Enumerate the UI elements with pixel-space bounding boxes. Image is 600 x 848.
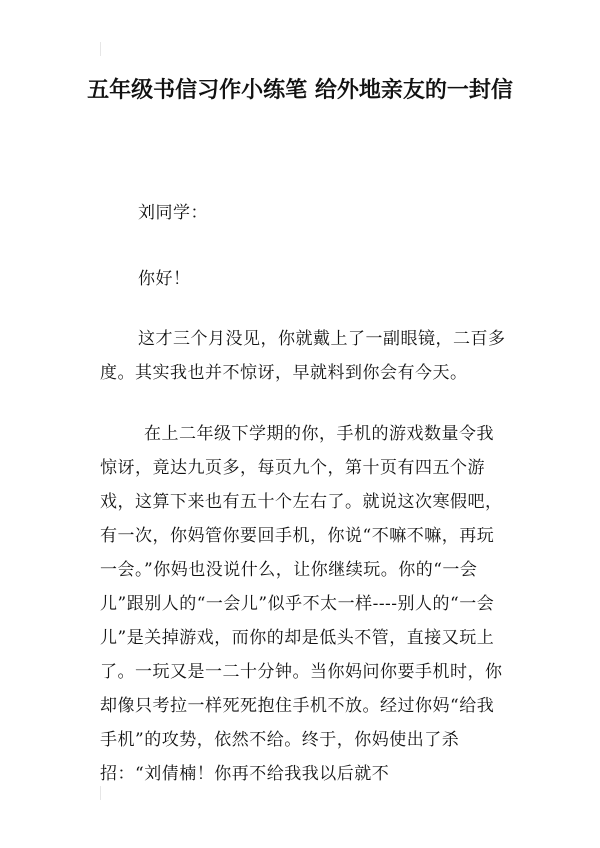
paragraph-2: 在上二年级下学期的你，手机的游戏数量令我惊讶，竟达九页多，每页九个，第十页有四五个游戏，这算下来也有五十个左右了。就说这次寒假吧，有一次，你妈管你要回手机，你说“不嘛不嘛，再玩一会。”你妈也没说什么，让你继续玩。你的“一会儿”跟别人的“一会儿”似乎不太一样----别人的“一会儿”是关掉游戏，而你的却是低头不管，直接又玩上了。一玩又是一二十分钟。当你妈问你要手机时，你却像只考拉一样死死抱住手机不放。经过你妈“给我手机”的攻势，依然不给。终于，你妈使出了杀招：“刘倩楠！你再不给我我以后就不 [100, 424, 503, 784]
salutation: 刘同学： [138, 203, 208, 223]
greeting: 你好！ [138, 269, 191, 289]
page-corner-mark [100, 42, 104, 56]
document-title: 五年级书信习作小练笔 给外地亲友的一封信 [87, 78, 513, 103]
paragraph-1: 这才三个月没见，你就戴上了一副眼镜，二百多度。其实我也并不惊讶，早就料到你会有今天。 [100, 329, 506, 383]
